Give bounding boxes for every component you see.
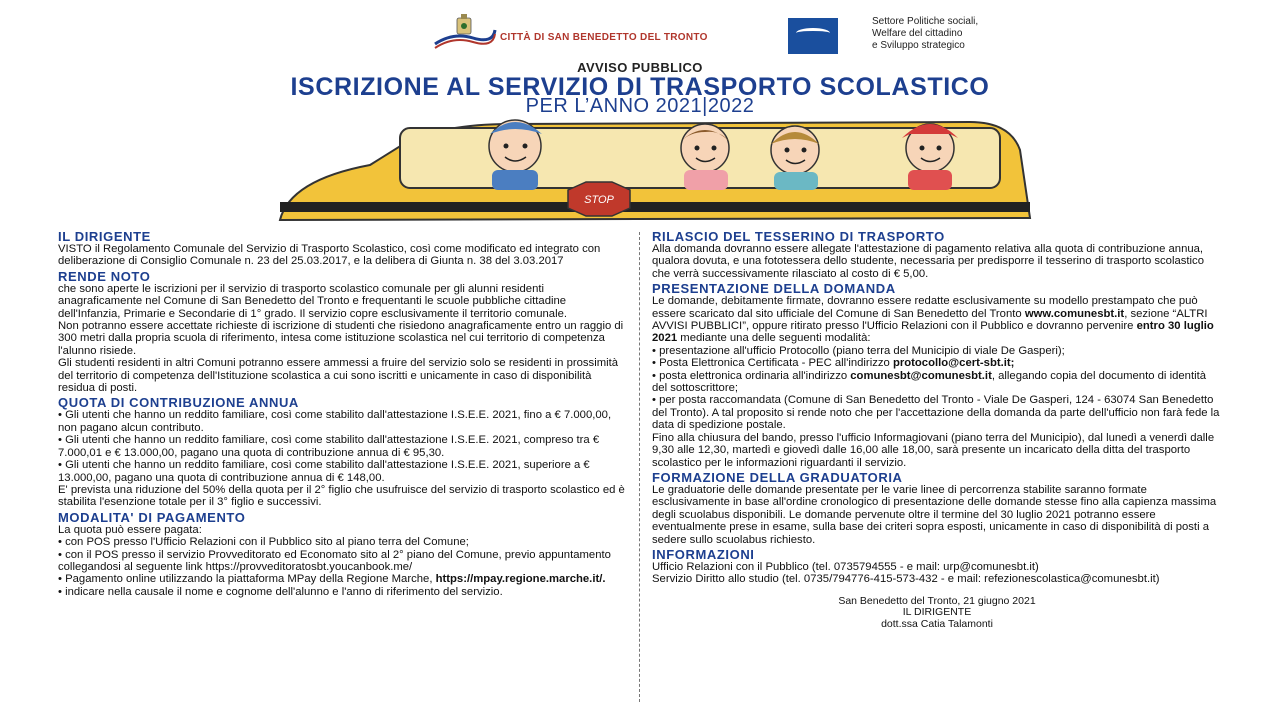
notice-label: AVVISO PUBBLICO [577,60,703,75]
signature-role: IL DIRIGENTE [902,606,972,619]
deadline-text: entro 30 luglio 2021 [652,320,1214,345]
stop-sign-label: STOP [584,194,614,206]
graduatoria-text: Le graduatorie delle domande presentate per le varie linee di percorrenza stabilite saranno formate esclusivamente in base all'ordine cronologico di presentazione delle domande stesse fino alla capienza massima degli scuolabus disponibili. Le domande pervenute oltre il termine del 30 luglio 2021 potranno essere eventualmente prese in esame, sulla base dei criteri sopra esposti, unicamente in caso di disponibilità di posti a sedere sullo scuolabus richiesto. [652,483,1217,546]
stop-sign [568,182,630,216]
pec-text: • Posta Elettronica Certificata - PEC all'indirizzo [652,357,893,370]
signature-block [652,596,1222,631]
presentazione-item-email [652,370,1222,395]
quota-item: • Gli utenti che hanno un reddito familiare, così come stabilito dall'attestazione I.S.E.E. 2021, compreso tra € 7.000,01 e € 13.000,00, pagano una quota di contribuzione annua di € 95,30. [58,434,600,459]
sector-line: Welfare del cittadino [872,28,963,39]
pagamento-item: • indicare nella causale il nome e cognome dell'alunno e l'anno di riferimento del servizio. [58,585,503,598]
quota-item: • Gli utenti che hanno un reddito familiare, così come stabilito dall'attestazione I.S.E.E. 2021, fino a € 7.000,00, non pagano alcun contributo. [58,409,612,434]
section-title-rende-noto: RENDE NOTO [58,268,151,284]
section-title-tesserino: RILASCIO DEL TESSERINO DI TRASPORTO [652,229,945,244]
section-title-informazioni: INFORMAZIONI [652,546,755,562]
mpay-link[interactable]: https://mpay.regione.marche.it/. [435,573,606,586]
pagamento-item: • con il POS presso il servizio Provveditorato ed Economato sito al 2° piano del Comune, previo appuntamento collegandosi al seguente link https://provveditoratosbt.youcanbook.me/ [58,548,611,573]
city-crest-logo [433,14,497,54]
sector-line: e Sviluppo strategico [872,40,965,51]
letterhead [0,10,1280,60]
city-name: CITTÀ DI SAN BENEDETTO DEL TRONTO [500,32,708,43]
presentazione-text-a: Le domande, debitamente firmate, dovranno essere redatte esclusivamente su modello prestampato che può essere scaricato dal sito ufficiale del Comune di San Benedetto del Tronto [652,295,1198,320]
section-title-graduatoria: FORMAZIONE DELLA GRADUATORIA [652,469,903,485]
blue-flag-logo [788,18,838,54]
sector-label [872,16,1042,52]
rende-noto-paragraph: che sono aperte le iscrizioni per il servizio di trasporto scolastico comunale per gli alunni residenti anagraficamente nel Comune di San Benedetto del Tronto e frequentanti le scuole pubbliche cittadine dell'Infanzia, Primarie e Secondarie di 1° grado. Il servizio copre esclusivamente il territorio comunale. [58,282,567,320]
dirigente-text: VISTO il Regolamento Comunale del Servizio di Trasporto Scolastico, così come modificato ed integrato con deliberazione di Consiglio Comunale n. 23 del 25.03.2017, e la delibera di Giunta n. 38 del 3.03.2017 [58,243,601,268]
section-title-quota: QUOTA DI CONTRIBUZIONE ANNUA [58,395,299,411]
email-link[interactable]: comunesbt@comunesbt.it [850,369,992,382]
presentazione-closing: Fino alla chiusura del bando, presso l'ufficio Informagiovani (piano terra del Municipio), dal lunedì a venerdì dalle 9,30 alle 12,30, martedì e giovedì dalle 16,00 alle 18,00, sarà presente un incaricato della ditta del trasporto scolastico per le informazioni riguardanti il servizio. [652,431,1215,469]
pagamento-item-mpay [58,573,628,585]
school-bus-illustration [250,110,1050,238]
left-column [58,230,628,598]
right-column [652,230,1222,630]
presentazione-text-b: , sezione “ALTRI AVVISI PUBBLICI”, oppure ritirato presso l'Ufficio Relazioni con il Pubblico e dovranno pervenire [652,307,1208,333]
child-figure-1 [489,120,542,190]
page-title: ISCRIZIONE AL SERVIZIO DI TRASPORTO SCOLASTICO [290,73,990,101]
rende-noto-paragraph: Gli studenti residenti in altri Comuni potranno essere ammessi a fruire del servizio solo se residenti in prossimità del territorio di competenza dell'Istituzione scolastica a cui sono iscritti e unicamente in caso di disponibilità residua di posti. [58,357,619,395]
pagamento-mpay-text: • Pagamento online utilizzando la piattaforma MPay della Regione Marche, [58,573,433,586]
presentazione-text-c: mediante una delle seguenti modalità: [677,332,871,345]
tesserino-text: Alla domanda dovranno essere allegate l'attestazione di pagamento relativa alla quota di contribuzione annua, qualora dovuta, e una fototessera dello studente, necessaria per predisporre il tesserino di trasporto scolastico che verrà successivamente rilasciato al costo di € 5,00. [652,243,1204,280]
rende-noto-paragraph: Non potranno essere accettate richieste di iscrizione di studenti che risiedono anagraficamente entro un raggio di 300 metri dalla propria scuola di riferimento, intesa come istituzione scolastica nel cui territorio di competenza l'alunno risiede. [58,320,624,357]
info-line: Servizio Diritto allo studio (tel. 0735/794776-415-573-432 - e mail: refezionescolastica@comunesbt.it) [652,573,1160,586]
presentazione-item: • presentazione all'ufficio Protocollo (piano terra del Municipio di viale De Gasperi); [652,344,1065,357]
pagamento-item: • con POS presso l'Ufficio Relazioni con il Pubblico sito al piano terra del Comune; [58,536,469,549]
child-figure-2 [680,124,730,190]
quota-note: E' prevista una riduzione del 50% della quota per il 2° figlio che usufruisce del servizio di trasporto scolastico ed è stabilita l'esenzione totale per il 3° figlio e successivi. [58,483,625,509]
presentazione-text [652,295,1222,345]
section-title-dirigente: IL DIRIGENTE [58,229,151,244]
quota-item: • Gli utenti che hanno un reddito familiare, così come stabilito dall'attestazione I.S.E.E. 2021, superiore a € 13.000,00, pagano una quota di contribuzione annua di € 148,00. [58,459,590,484]
signature-name: dott.ssa Catia Talamonti [881,617,993,630]
sector-line: Settore Politiche sociali, [872,16,979,27]
column-divider [639,232,640,702]
email-text-a: • posta elettronica ordinaria all'indirizzo [652,369,851,382]
presentazione-item: • per posta raccomandata (Comune di San Benedetto del Tronto - Viale De Gasperi, 124 - 63074 San Benedetto del Tronto). A tal proposito si rende noto che per l'accettazione della domanda da parte dell'ufficio non farà fede la data di spedizione postale. [652,394,1220,432]
info-line: Ufficio Relazioni con il Pubblico (tel. 0735794555 - e mail: urp@comunesbt.it) [652,560,1039,573]
signature-place-date: San Benedetto del Tronto, 21 giugno 2021 [838,594,1036,607]
pec-email-link[interactable]: protocollo@cert-sbt.it; [892,357,1015,370]
section-title-pagamento: MODALITA' DI PAGAMENTO [58,509,246,525]
child-figure-3 [771,126,819,190]
presentazione-item-pec [652,357,1222,369]
page-subtitle: PER L’ANNO 2021|2022 [525,95,755,117]
child-figure-4 [902,124,958,190]
section-title-presentazione: PRESENTAZIONE DELLA DOMANDA [652,281,896,297]
website-link[interactable]: www.comunesbt.it [1024,307,1125,320]
email-text-c: , allegando copia del documento di identità del sottoscrittore; [652,369,1207,395]
pagamento-intro: La quota può essere pagata: [58,523,202,536]
